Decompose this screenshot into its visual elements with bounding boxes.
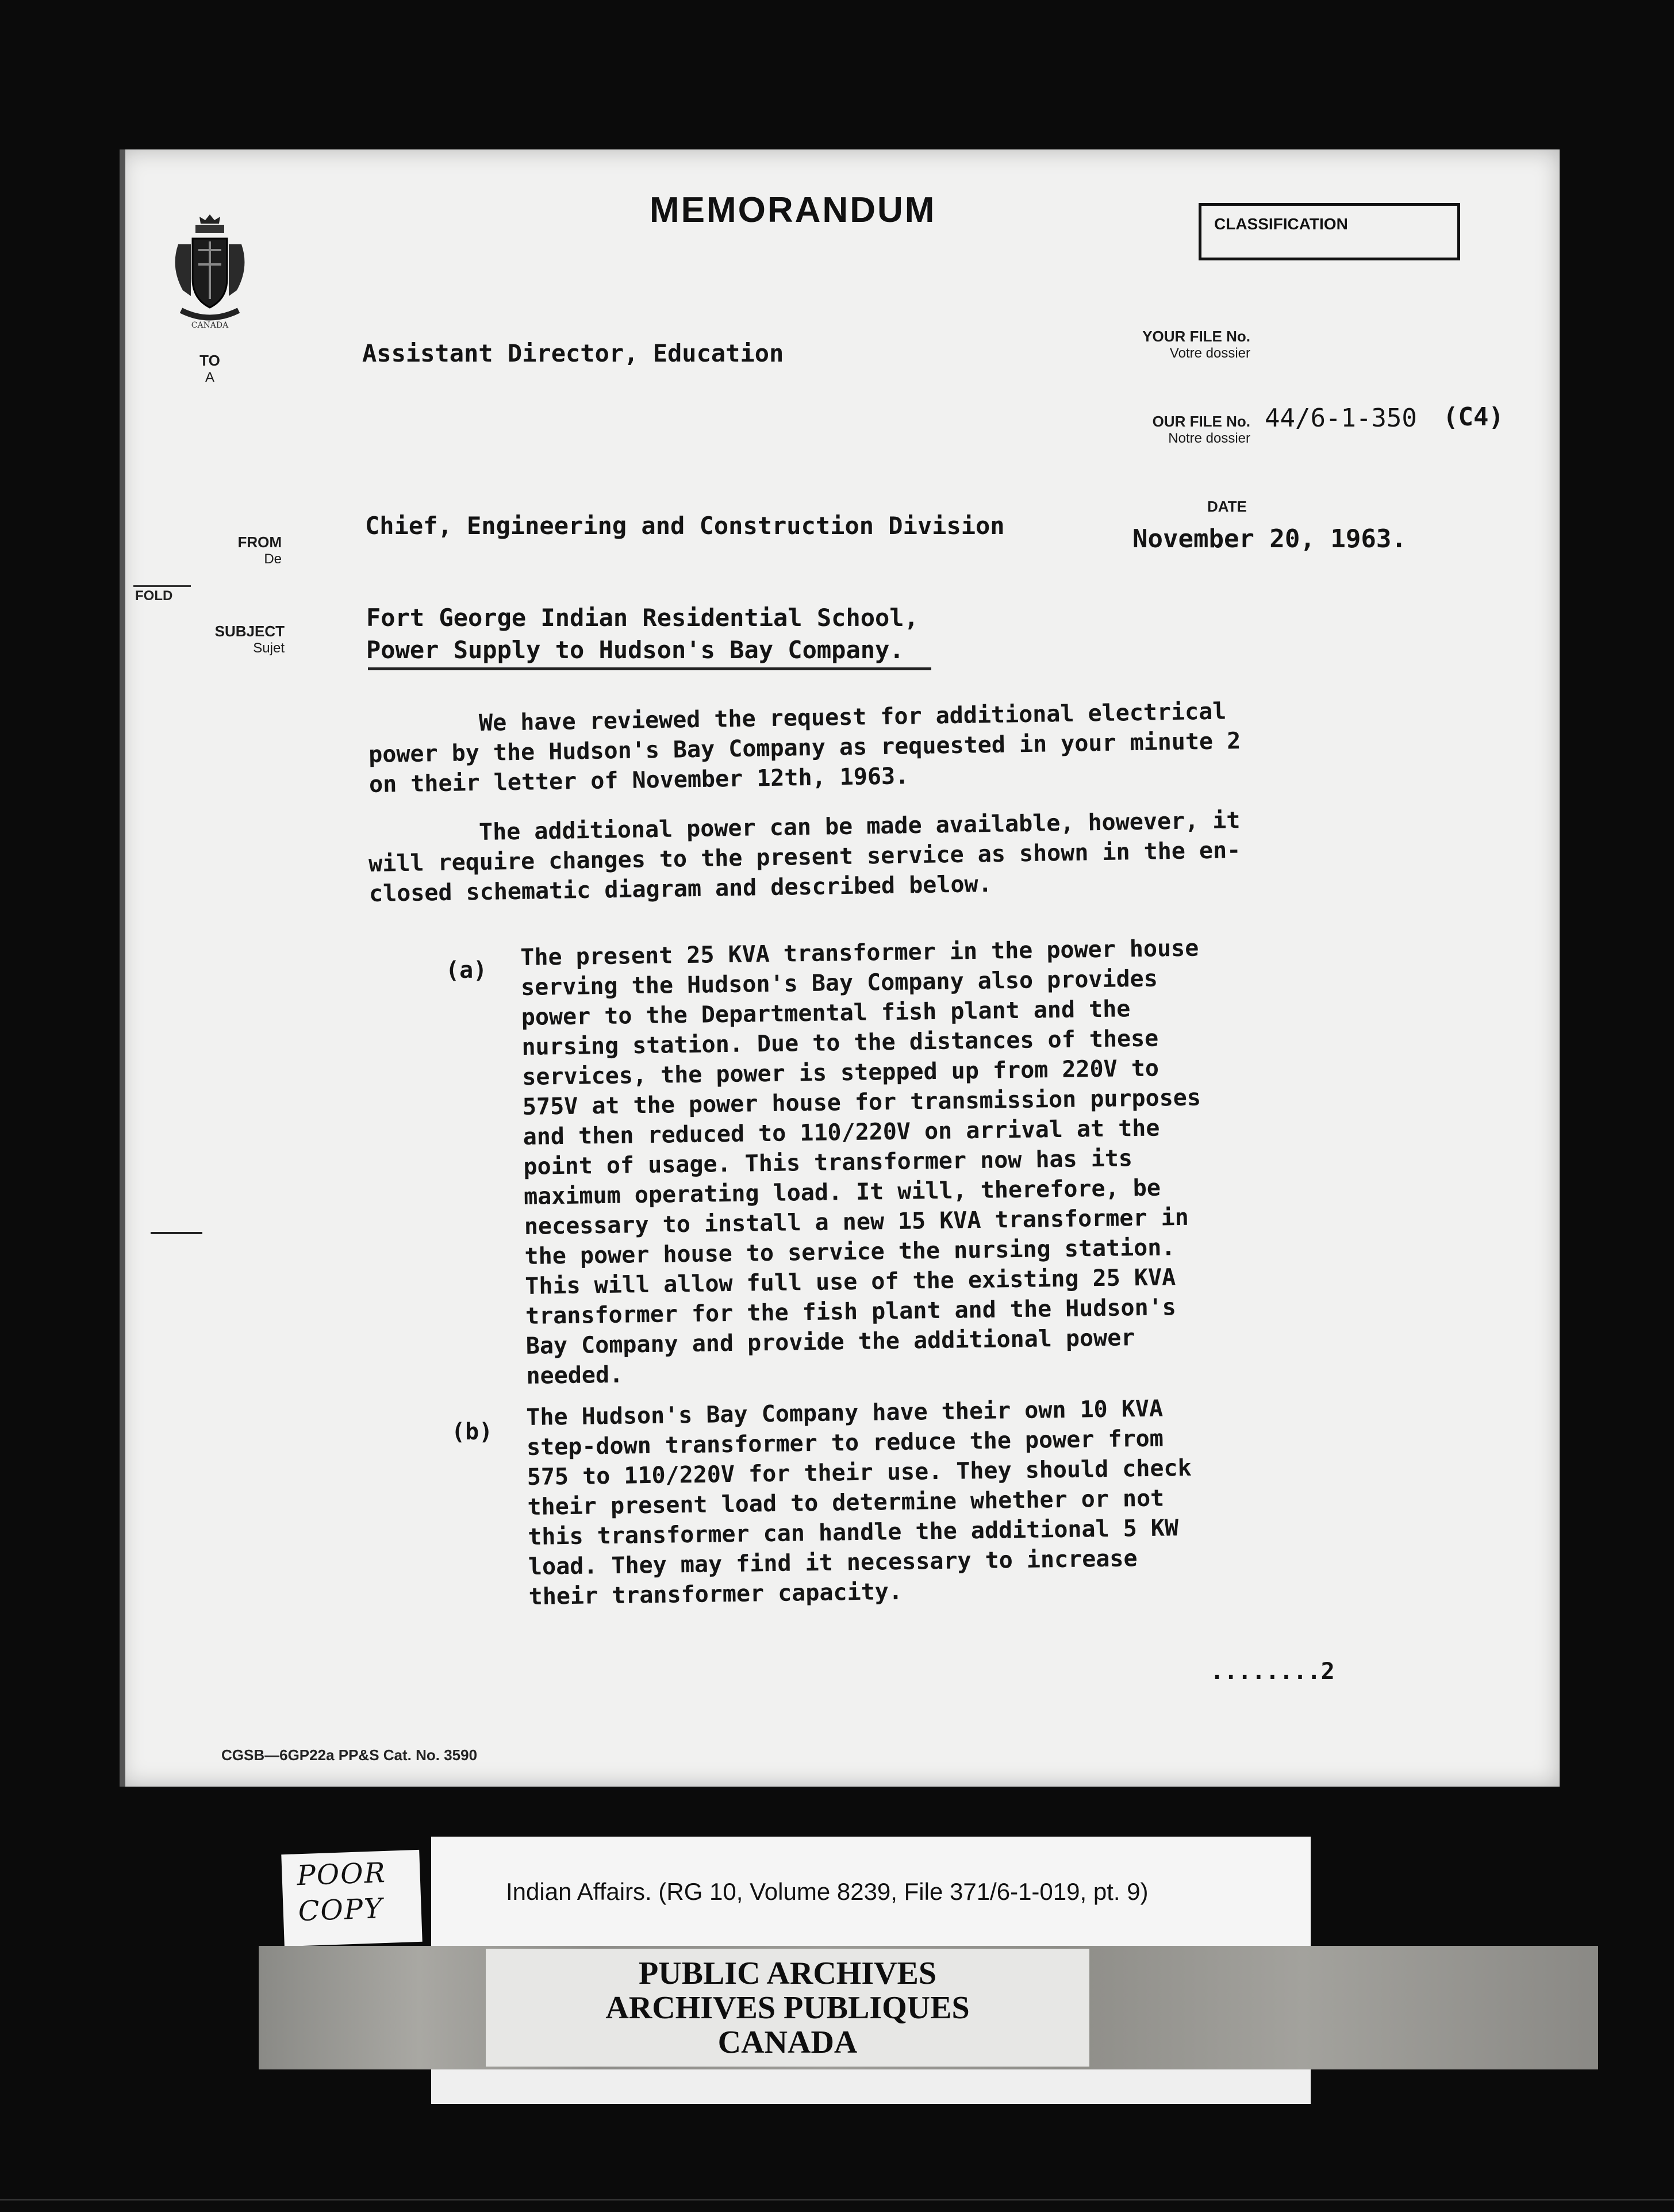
our-file-label-en: OUR FILE No. bbox=[1152, 413, 1250, 430]
archive-stamp-line-2: ARCHIVES PUBLIQUES bbox=[605, 1990, 970, 2026]
catalog-number: CGSB—6GP22a PP&S Cat. No. 3590 bbox=[221, 1746, 478, 1764]
margin-mark bbox=[151, 1232, 202, 1234]
fold-label: FOLD bbox=[135, 588, 173, 604]
poor-copy-line-2: COPY bbox=[297, 1892, 384, 1928]
your-file-label-en: YOUR FILE No. bbox=[1142, 328, 1250, 345]
subject-label-en: SUBJECT bbox=[214, 623, 285, 640]
sheet-edge-shadow bbox=[120, 149, 125, 1787]
subject-line-1: Fort George Indian Residential School, bbox=[366, 604, 919, 632]
page-continuation: ........2 bbox=[1210, 1658, 1335, 1685]
your-file-label bbox=[1124, 328, 1250, 362]
to-label-en: TO bbox=[199, 352, 220, 369]
our-file-suffix: (C4) bbox=[1443, 402, 1504, 432]
from-label-fr: De bbox=[264, 551, 282, 567]
item-a-marker: (a) bbox=[446, 957, 487, 984]
subject-underline bbox=[368, 667, 931, 670]
subject-line-2: Power Supply to Hudson's Bay Company. bbox=[366, 636, 904, 664]
archive-reference-label bbox=[431, 1837, 1311, 1946]
item-a-text: The present 25 KVA transformer in the power house serving the Hudson's Bay Company also provides power to the Departmental fish plant and the nursing station. Due to the distances of these services, the power is stepped up from 220V to 575V at the power house for transmission purposes and then reduced to 110/220V on arrival at the point of usage. This transformer now has its maximum operating load. It will, therefore, be necessary to install a new 15 KVA transformer in the power house to service the nursing station. This will allow full use of the existing 25 KVA transformer for the fish plant and the Hudson's Bay Company and provide the additional power needed. bbox=[520, 935, 1201, 1389]
paragraph-1: We have reviewed the request for additional electrical power by the Hudson's Bay Company as requested in your minute 2 on their letter of November 12th, 1963. bbox=[368, 698, 1241, 798]
poor-copy-line-1: POOR bbox=[296, 1856, 387, 1892]
from-label-en: FROM bbox=[237, 533, 282, 551]
our-file-value: 44/6-1-350 bbox=[1265, 404, 1417, 433]
to-label-fr: A bbox=[205, 370, 214, 385]
coat-of-arms-icon bbox=[167, 210, 253, 333]
archive-stamp-line-3: CANADA bbox=[717, 2025, 858, 2060]
paragraph-2: The additional power can be made available, however, it will require changes to the present service as shown in the en- closed schematic diagram and described below. bbox=[368, 807, 1241, 907]
classification-box bbox=[1199, 203, 1460, 260]
item-b-text: The Hudson's Bay Company have their own 10 KVA step-down transformer to reduce the power from 575 to 110/220V for their use. They should check their present load to determine whether or not this transformer can handle the additional 5 KW load. They may find it necessary to increase their transformer capacity. bbox=[526, 1395, 1192, 1610]
classification-label: CLASSIFICATION bbox=[1214, 215, 1348, 233]
archive-reference-text: Indian Affairs. (RG 10, Volume 8239, File 371/6-1-019, pt. 9) bbox=[506, 1878, 1149, 1905]
your-file-label-fr: Votre dossier bbox=[1169, 345, 1250, 361]
archive-stamp-line-1: PUBLIC ARCHIVES bbox=[638, 1956, 937, 1991]
svg-text:CANADA: CANADA bbox=[191, 321, 229, 330]
our-file-label-fr: Notre dossier bbox=[1168, 431, 1250, 446]
poor-copy-label bbox=[281, 1850, 422, 1946]
date-label: DATE bbox=[1207, 498, 1247, 515]
to-label bbox=[178, 352, 241, 386]
archive-label-lower-strip bbox=[431, 2069, 1311, 2104]
subject-label bbox=[195, 623, 285, 656]
fold-marker-line bbox=[133, 585, 191, 587]
memo-title: MEMORANDUM bbox=[650, 190, 936, 230]
from-label bbox=[207, 533, 282, 567]
to-value: Assistant Director, Education bbox=[362, 339, 784, 367]
item-b-marker: (b) bbox=[451, 1419, 493, 1445]
from-value: Chief, Engineering and Construction Division bbox=[365, 512, 1005, 540]
subject-label-fr: Sujet bbox=[253, 640, 285, 656]
our-file-label bbox=[1124, 413, 1250, 447]
frame-bottom-line bbox=[0, 2199, 1674, 2201]
date-value: November 20, 1963. bbox=[1132, 524, 1407, 554]
